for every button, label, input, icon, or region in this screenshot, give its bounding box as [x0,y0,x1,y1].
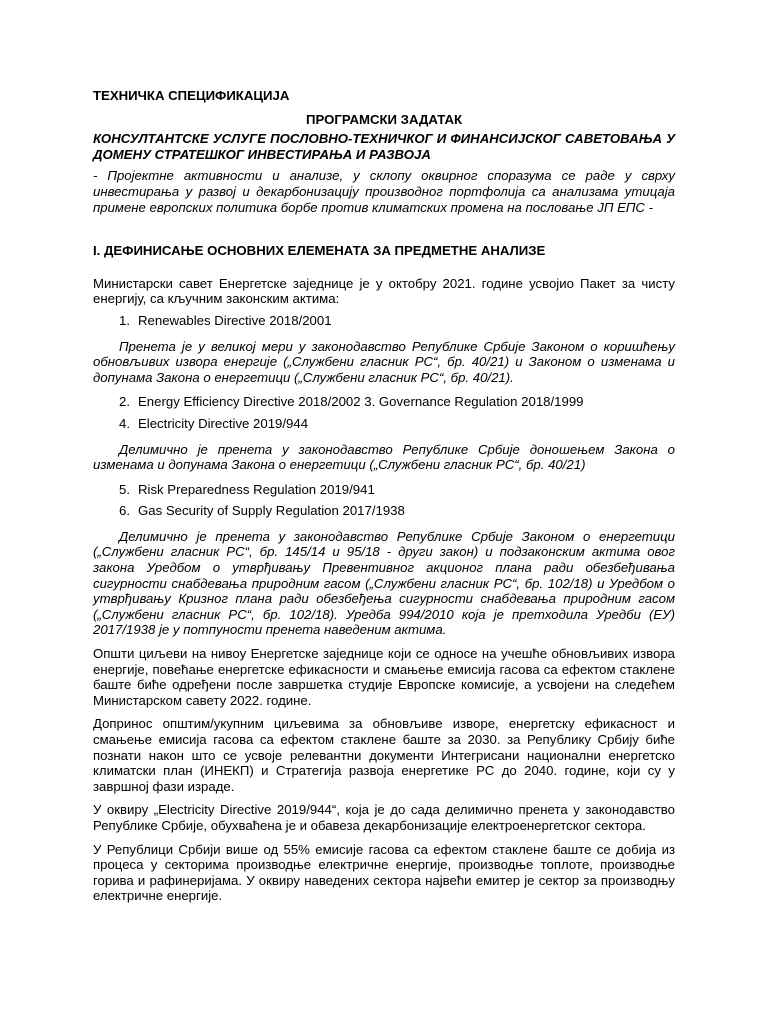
list-item-text: Energy Efficiency Directive 2018/2002 3. Governance Regulation 2018/1999 [138,394,584,410]
list-item-text: Gas Security of Supply Regulation 2017/1938 [138,503,405,519]
heading-program-task: ПРОГРАМСКИ ЗАДАТАК [305,111,463,127]
list-item [93,313,675,329]
body-paragraph: Општи циљеви на нивоу Енергетске заједнице који се односе на учешће обновљивих извора енергије, повећање енергетске ефикасности и смањење емисија гасова са ефектом стаклене баште биће одређени после завршетка студије Европске комисије, а усвојени на следећем Министарском савету 2022. године. [93,646,675,708]
document-subtitle: - Пројектне активности и анализе, у склопу оквирног споразума се раде у сврху инвестирања у развој и декарбонизацију производног портфолија са анализама утицаја примене европских политика борбе против климатских промена на пословање ЈП ЕПС - [93,168,675,215]
list-item-number: 5. [119,481,130,497]
list-item-text: Risk Preparedness Regulation 2019/941 [138,481,375,497]
list-item-number: 6. [119,503,130,519]
list-item [93,394,675,410]
intro-paragraph: Министарски савет Енергетске заједнице је у октобру 2021. године усвојио Пакет за чисту енергију, са кључним законским актима: [93,275,675,307]
body-paragraph: У оквиру „Electricity Directive 2019/944“, која је до сада делимично пренета у законодавство Републике Србије, обухваћена је и обавеза декарбонизације електроенергетског сектора. [93,802,675,833]
list-item-note: Делимично је пренета у законодавство Републике Србије доношењем Закона о изменама и допунама Закона о енергетици („Службени гласник РС“, бр. 40/21) [93,441,675,473]
list-item-text: Renewables Directive 2018/2001 [138,312,332,328]
body-paragraph: У Републици Србији више од 55% емисије гасова са ефектом стаклене баште се добија из процеса у секторима производње електричне енергије, производње топлоте, производње горива и рафинеријама. У оквиру наведених сектора највећи емитер је сектор за производњу електричне енергије. [93,841,675,904]
heading-consulting-services: КОНСУЛТАНТСКЕ УСЛУГЕ ПОСЛОВНО-ТЕХНИЧКОГ И ФИНАНСИЈСКОГ САВЕТОВАЊА У ДОМЕНУ СТРАТЕШКОГ ИНВЕСТИРАЊА И РАЗВОЈА [93,131,675,162]
document-page [93,88,675,904]
body-paragraph: Допринос општим/укупним циљевима за обновљиве изворе, енергетску ефикасност и смањење емисија гасова са ефектом стаклене баште за 2030. за Републику Србију биће познати након што се усвоје релевантни документи Интегрисани национални енергетско климатски план (ИНЕКП) и Стратегија развоја енергетике РС до 2040. године, који су у завршној фази израде. [93,716,675,794]
list-item-number: 4. [119,415,130,431]
list-item-number: 1. [119,312,130,328]
list-item-text: Electricity Directive 2019/944 [138,415,309,431]
list-item-number: 2. [119,394,130,410]
list-item-note: Делимично је пренета у законодавство Републике Србије Законом о енергетици („Службени гласник РС“, бр. 145/14 и 95/18 - други закон) и подзаконским актима овог закона Уредбом о утврђивању Превентивног акционог плана ради обезбеђивања сигурности снабдевања природним гасом („Службени гласник РС“, бр. 102/18) и Уредбом о утврђивању Кризног плана ради обезбеђења сигурности снабдевања природним гасом („Службени гласник РС“, бр. 102/18). Уредба 994/2010 која је претходила Уредби (ЕУ) 2017/1938 је у потпуности пренета наведеним актима. [93,528,675,638]
list-item-note: Пренета је у великој мери у законодавство Републике Србије Законом о коришћењу обновљивих извора енергије („Службени гласник РС“, бр. 40/21) и Законом о изменама и допунама Закона о енергетици („Службени гласник РС“, бр. 40/21). [93,338,675,385]
list-item [93,482,675,498]
list-item [93,503,675,519]
section-title: I. ДЕФИНИСАЊЕ ОСНОВНИХ ЕЛЕМЕНАТА ЗА ПРЕДМЕТНЕ АНАЛИЗЕ [93,243,546,259]
list-item [93,416,675,432]
heading-technical-specification: ТЕХНИЧКА СПЕЦИФИКАЦИЈА [93,88,290,103]
